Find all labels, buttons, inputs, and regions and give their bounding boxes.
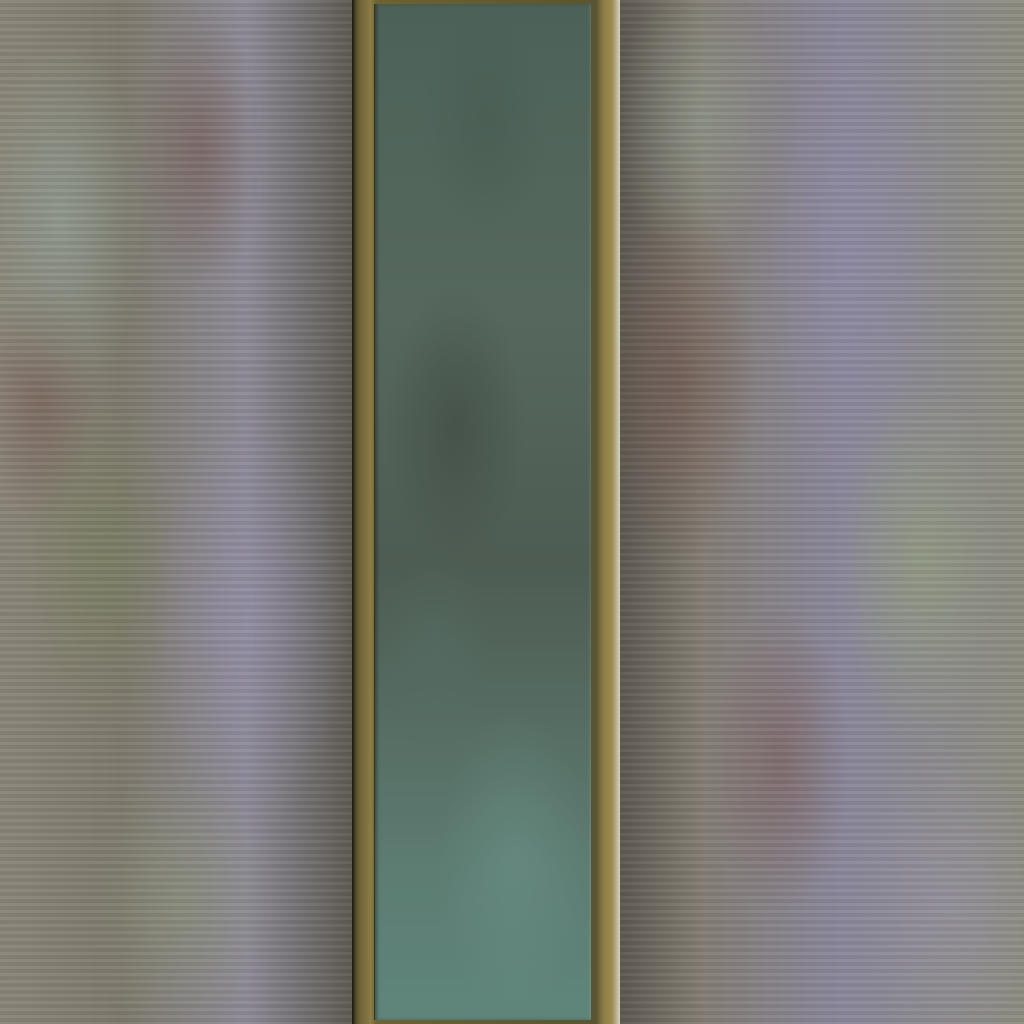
left-panel-streaks <box>0 0 352 1024</box>
right-panel-streaks <box>620 0 1024 1024</box>
channel-left-shadow <box>352 0 356 1024</box>
left-metal-panel <box>0 0 352 1024</box>
right-metal-panel <box>620 0 1024 1024</box>
center-channel-inset <box>374 4 591 1020</box>
